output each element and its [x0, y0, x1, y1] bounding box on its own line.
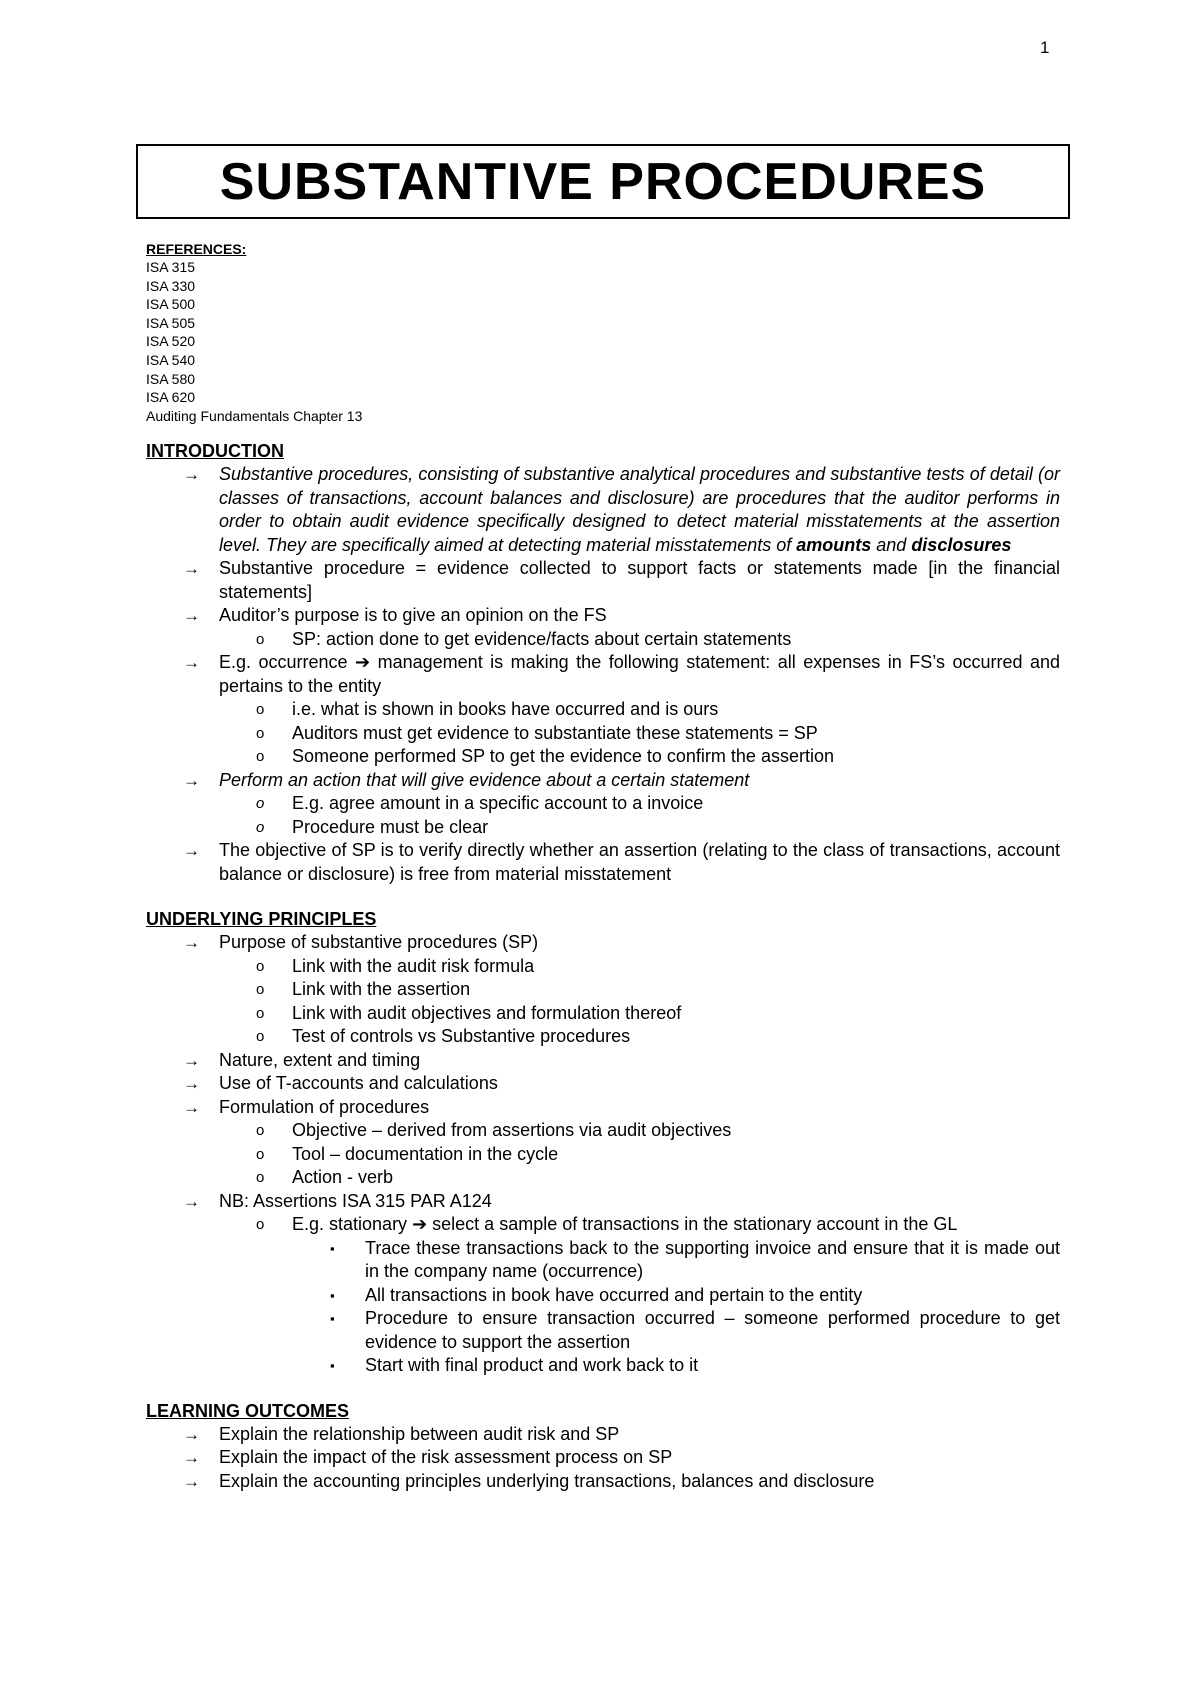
list-item	[146, 604, 1060, 628]
reference-item: ISA 330	[146, 277, 196, 294]
page-number: 1	[1040, 38, 1050, 57]
list-item-text: NB: Assertions ISA 315 PAR A124	[219, 1190, 492, 1211]
reference-item: ISA 520	[146, 333, 196, 350]
reference-item: ISA 620	[146, 389, 196, 406]
emphasis-disclosures: disclosures	[911, 534, 1012, 555]
list-item-text: All transactions in book have occurred and pertain to the entity	[365, 1284, 863, 1305]
list-item	[146, 745, 1060, 769]
list-item-text: Perform an action that will give evidence about a certain statement	[219, 769, 750, 790]
arrow-bullet-icon: →	[183, 770, 200, 790]
list-item	[146, 722, 1060, 746]
document-body	[146, 240, 1060, 1493]
list-item-text: Test of controls vs Substantive procedures	[292, 1026, 631, 1047]
list-item-text: Procedure to ensure transaction occurred – someone performed procedure to get evidence to support the assertion	[365, 1308, 1060, 1352]
list-item-text: management is making the following statement: all expenses in FS’s occurred and pertains to the entity	[219, 652, 1061, 696]
circle-bullet-icon: o	[256, 724, 265, 742]
list-item	[146, 1049, 1060, 1073]
list-item	[146, 1096, 1060, 1120]
square-bullet-icon: ▪	[330, 1358, 335, 1374]
emphasis-amounts: amounts	[796, 534, 872, 555]
list-item-text: select a sample of transactions in the stationary account in the GL	[427, 1214, 958, 1235]
list-item-text: Explain the accounting principles underlying transactions, balances and disclosure	[219, 1470, 875, 1491]
list-item-text: Link with the assertion	[292, 979, 471, 1000]
arrow-bullet-icon: →	[183, 559, 200, 579]
circle-bullet-icon: o	[256, 1122, 265, 1140]
reference-item: ISA 505	[146, 314, 196, 331]
reference-item: ISA 540	[146, 351, 196, 368]
arrow-bullet-icon: →	[183, 1191, 200, 1211]
list-item	[146, 792, 1060, 816]
list-item	[146, 1143, 1060, 1167]
principles-heading: UNDERLYING PRINCIPLES	[146, 909, 377, 930]
square-bullet-icon: ▪	[330, 1240, 335, 1256]
list-item	[146, 1190, 1060, 1214]
arrow-bullet-icon: →	[183, 1424, 200, 1444]
introduction-section	[146, 440, 1060, 886]
arrow-bullet-icon: →	[183, 1050, 200, 1070]
list-item	[146, 1213, 1060, 1237]
list-item-text: i.e. what is shown in books have occurred and is ours	[292, 699, 719, 720]
document-title: SUBSTANTIVE PROCEDURES	[219, 152, 987, 211]
circle-bullet-icon: o	[256, 1216, 265, 1234]
list-item-text: Action - verb	[292, 1167, 394, 1188]
circle-bullet-icon: o	[256, 795, 265, 813]
list-item-text: Substantive procedure = evidence collected to support facts or statements made [in the financial statements]	[219, 558, 1060, 602]
circle-bullet-icon: o	[256, 818, 265, 836]
list-item	[146, 1423, 1060, 1447]
arrow-bullet-icon: →	[183, 465, 200, 485]
list-item	[146, 463, 1060, 557]
list-item	[146, 931, 1060, 955]
thick-arrow-icon: ➔	[412, 1214, 428, 1235]
list-item-text: Explain the relationship between audit risk and SP	[219, 1423, 620, 1444]
circle-bullet-icon: o	[256, 1028, 265, 1046]
list-item-text: Link with audit objectives and formulation thereof	[292, 1002, 682, 1023]
outcomes-section	[146, 1400, 1060, 1494]
reference-item: Auditing Fundamentals Chapter 13	[146, 407, 363, 424]
list-item	[146, 1354, 1060, 1378]
references-heading: REFERENCES:	[146, 241, 247, 257]
list-item	[146, 557, 1060, 604]
arrow-bullet-icon: →	[183, 1097, 200, 1117]
circle-bullet-icon: o	[256, 701, 265, 719]
circle-bullet-icon: o	[256, 630, 265, 648]
arrow-bullet-icon: →	[183, 841, 200, 861]
list-item-text: Tool – documentation in the cycle	[292, 1143, 559, 1164]
reference-item: ISA 500	[146, 296, 196, 313]
thick-arrow-icon: ➔	[355, 652, 371, 673]
circle-bullet-icon: o	[256, 1004, 265, 1022]
list-item-text: E.g. agree amount in a specific account to a invoice	[292, 793, 704, 814]
list-item	[146, 628, 1060, 652]
outcomes-heading: LEARNING OUTCOMES	[146, 1400, 350, 1421]
circle-bullet-icon: o	[256, 748, 265, 766]
arrow-bullet-icon: →	[183, 653, 200, 673]
list-item	[146, 1166, 1060, 1190]
list-item	[146, 1025, 1060, 1049]
list-item-text: Someone performed SP to get the evidence to confirm the assertion	[292, 746, 834, 767]
list-item	[146, 978, 1060, 1002]
reference-item: ISA 315	[146, 259, 196, 275]
list-item-text: Procedure must be clear	[292, 816, 489, 837]
list-item-text: Formulation of procedures	[219, 1096, 430, 1117]
list-item	[146, 1470, 1060, 1494]
list-item-text: E.g. stationary	[292, 1214, 413, 1235]
list-item-text: Substantive procedures, consisting of substantive analytical procedures and substantive tests of detail (or classes of transactions, account balances and disclosure) are procedures that the auditor performs in order to obtain audit evidence specifically designed to detect material misstatements at the assertion level. They are specifically aimed at detecting material misstatements of	[219, 464, 1060, 555]
list-item-text: Start with final product and work back to it	[365, 1355, 699, 1376]
title-box	[136, 144, 1070, 219]
circle-bullet-icon: o	[256, 1169, 265, 1187]
circle-bullet-icon: o	[256, 1145, 265, 1163]
list-item	[146, 1072, 1060, 1096]
list-item-text: SP: action done to get evidence/facts about certain statements	[292, 628, 792, 649]
list-item-text: Explain the impact of the risk assessment process on SP	[219, 1447, 673, 1468]
arrow-bullet-icon: →	[183, 1074, 200, 1094]
list-item-text: The objective of SP is to verify directly whether an assertion (relating to the class of transactions, account balance or disclosure) is free from material misstatement	[219, 840, 1060, 884]
circle-bullet-icon: o	[256, 981, 265, 999]
references-section	[146, 240, 1060, 425]
list-item-text: Trace these transactions back to the supporting invoice and ensure that it is made out in the company name (occurrence)	[365, 1237, 1060, 1282]
principles-section	[146, 908, 1060, 1378]
list-item	[146, 1119, 1060, 1143]
list-item-text: E.g. occurrence	[219, 652, 356, 673]
list-item	[146, 1307, 1060, 1354]
list-item	[146, 698, 1060, 722]
introduction-heading: INTRODUCTION	[146, 441, 284, 462]
arrow-bullet-icon: →	[183, 1471, 200, 1491]
list-item	[146, 1446, 1060, 1470]
list-item	[146, 1284, 1060, 1308]
list-item-text: Use of T-accounts and calculations	[219, 1073, 498, 1094]
list-item	[146, 955, 1060, 979]
list-item-text: Purpose of substantive procedures (SP)	[219, 932, 539, 953]
arrow-bullet-icon: →	[183, 1448, 200, 1468]
square-bullet-icon: ▪	[330, 1311, 335, 1327]
list-item-text: Objective – derived from assertions via audit objectives	[292, 1120, 732, 1141]
list-item	[146, 839, 1060, 886]
list-item	[146, 816, 1060, 840]
list-item	[146, 651, 1060, 698]
list-item-text: Link with the audit risk formula	[292, 955, 535, 976]
list-item-text: Auditor’s purpose is to give an opinion on the FS	[219, 605, 607, 626]
reference-item: ISA 580	[146, 370, 196, 387]
arrow-bullet-icon: →	[183, 606, 200, 626]
circle-bullet-icon: o	[256, 957, 265, 975]
list-item-text: Auditors must get evidence to substantiate these statements = SP	[292, 722, 818, 743]
list-item	[146, 769, 1060, 793]
list-item	[146, 1002, 1060, 1026]
arrow-bullet-icon: →	[183, 933, 200, 953]
list-item-text: Nature, extent and timing	[219, 1049, 421, 1070]
list-item-text: and	[871, 534, 912, 555]
square-bullet-icon: ▪	[330, 1287, 335, 1303]
list-item	[146, 1237, 1060, 1284]
